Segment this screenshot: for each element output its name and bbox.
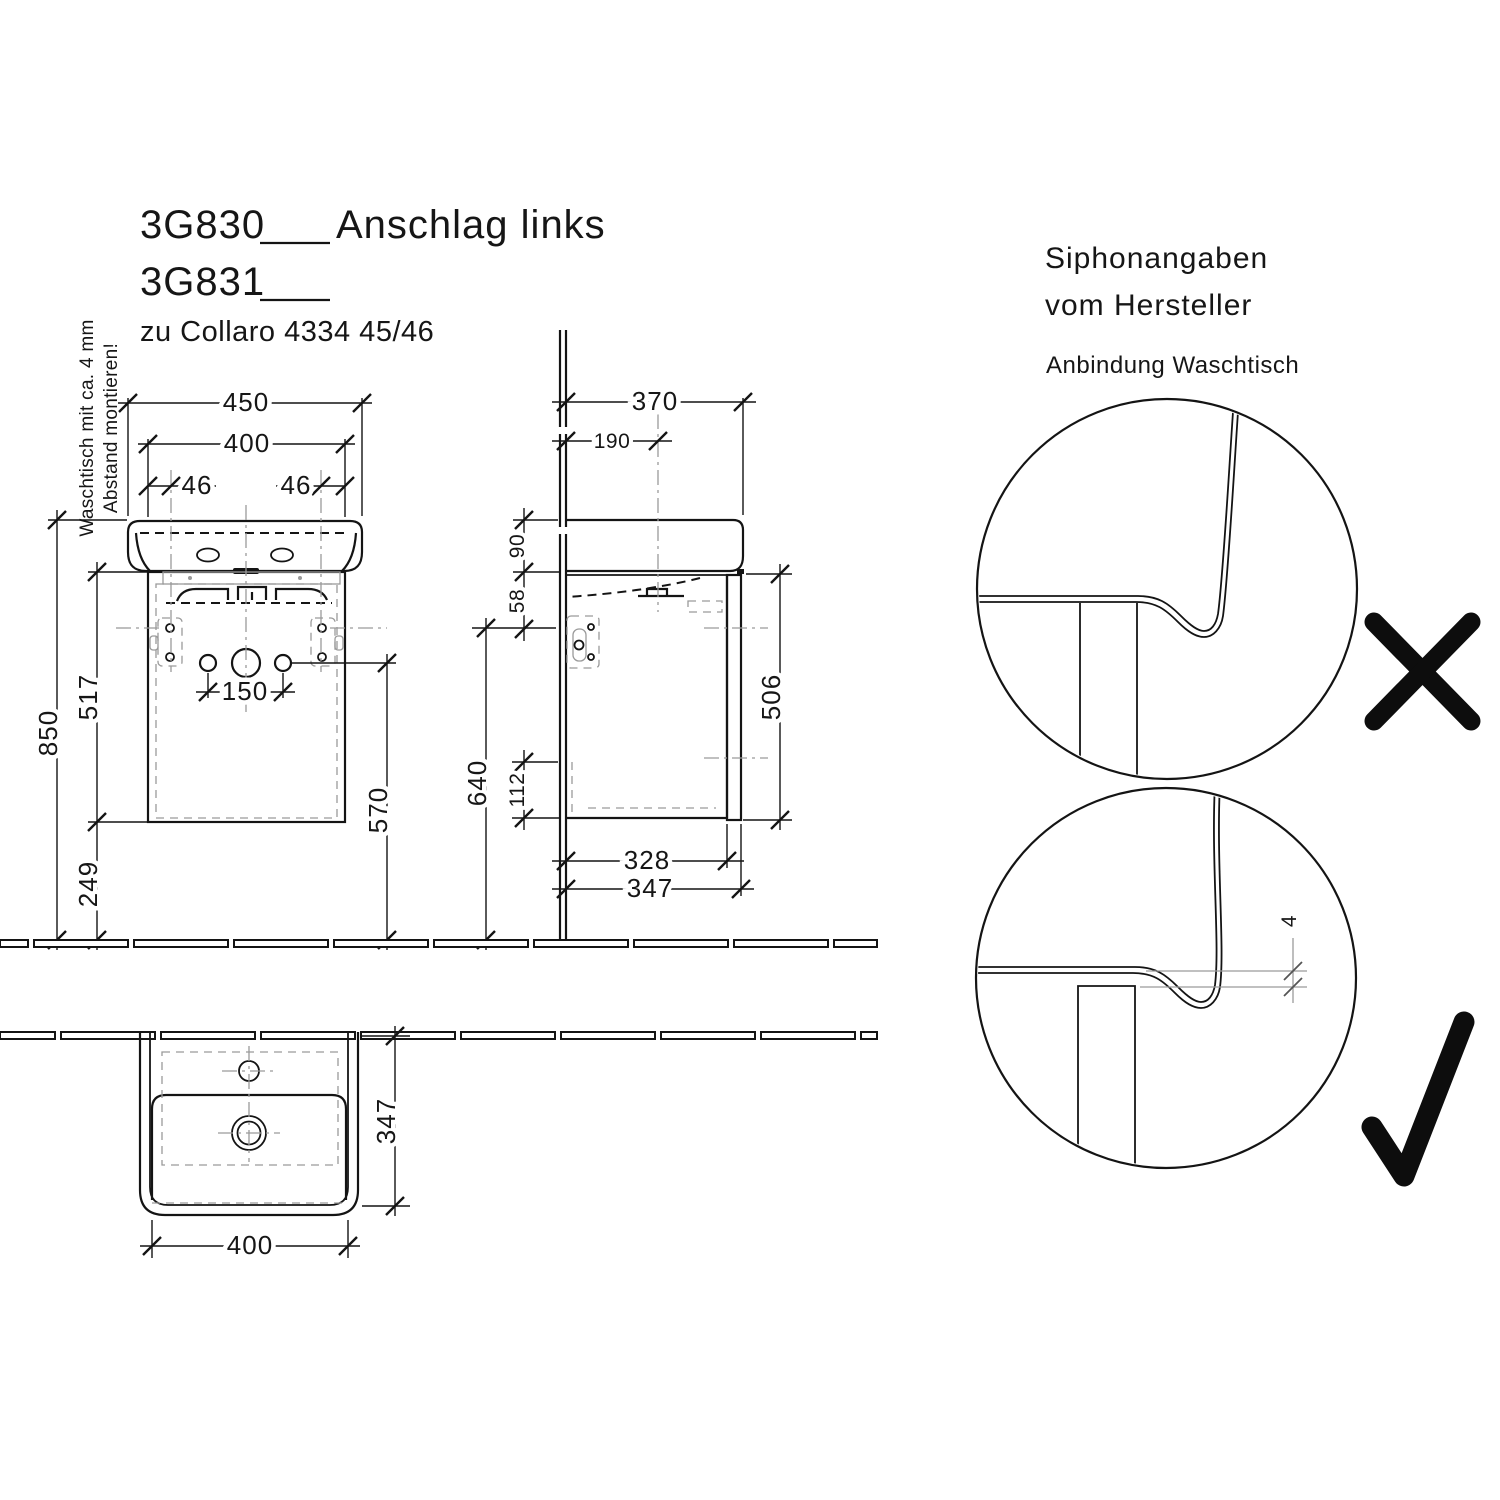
compatibility-label: zu Collaro 4334 45/46 — [140, 316, 435, 348]
dim-total-height: 850 — [33, 709, 63, 757]
check-icon — [1372, 1022, 1464, 1176]
dim-hinge-offset: 58 — [506, 588, 529, 614]
siphon-pipe-with-gap — [1078, 986, 1135, 1170]
model-code-right: 3G831 — [140, 260, 266, 304]
dim-tap-hole-depth: 190 — [593, 430, 631, 453]
dim-bracket-offset-right: 46 — [280, 470, 312, 500]
mounting-note — [77, 319, 122, 536]
dim-mounting-height: 640 — [462, 759, 492, 807]
top-dimension-lines — [140, 1026, 410, 1258]
dim-floor-clearance: 249 — [73, 860, 103, 908]
siphon-heading-line2: vom Hersteller — [1045, 289, 1253, 322]
fixing-hole-left — [200, 655, 216, 671]
hidden-drain-line — [566, 578, 700, 597]
dim-tap-hole-spacing: 150 — [221, 676, 269, 706]
dim-tap-hole-height: 570 — [363, 786, 393, 834]
mounting-note-line1: Waschtisch mit ca. 4 mm — [77, 319, 98, 537]
side-view — [462, 330, 792, 950]
wall-line-top-view — [0, 1032, 877, 1039]
dim-door-height: 506 — [756, 673, 786, 721]
clearance-dimension — [1140, 915, 1307, 1003]
washbasin-side-outline — [566, 520, 743, 571]
dim-total-depth: 347 — [626, 873, 674, 903]
dim-basin-width: 450 — [222, 387, 270, 417]
overflow-hole-right — [271, 549, 293, 562]
title-block — [140, 203, 606, 348]
variant-left-label: Anschlag links — [336, 203, 606, 247]
dim-cabinet-height: 517 — [73, 673, 103, 721]
mounting-note-line2: Abstand montieren! — [101, 342, 122, 514]
dim-basin-front-height: 90 — [506, 533, 529, 559]
wall-line-side — [560, 330, 566, 940]
model-code-left: 3G830 — [140, 203, 266, 247]
deck-bracket — [638, 589, 684, 596]
dim-body-depth: 328 — [623, 845, 671, 875]
washbasin-front-outline — [128, 521, 362, 571]
floor-line — [0, 940, 877, 947]
dim-basin-depth: 370 — [631, 386, 679, 416]
siphon-subheading: Anbindung Waschtisch — [1046, 352, 1300, 379]
mounting-bracket-left — [150, 618, 182, 666]
dim-top-basin-width: 400 — [226, 1230, 274, 1260]
dim-clearance: 4 — [1278, 914, 1301, 928]
mounting-bracket-right — [311, 618, 343, 666]
dim-cabinet-width: 400 — [223, 428, 271, 458]
door-front-panel — [727, 575, 741, 820]
wall-bracket-side — [567, 616, 599, 668]
basin-underside-right — [276, 589, 327, 600]
fixing-hole-right — [275, 655, 291, 671]
detail-circle-correct — [975, 783, 1356, 1170]
top-view — [140, 1026, 410, 1260]
detail-circle-wrong — [977, 399, 1357, 790]
overflow-hole-left — [197, 549, 219, 562]
basin-siphon-curve — [975, 783, 1217, 1002]
dim-bottom-offset: 112 — [506, 772, 529, 808]
dim-top-basin-depth: 347 — [371, 1097, 401, 1145]
trap-cover — [238, 587, 266, 600]
cross-icon — [1374, 622, 1471, 721]
dim-bracket-offset-left: 46 — [181, 470, 213, 500]
hidden-cabinet-top-view — [162, 1052, 338, 1165]
basin-underside-left — [177, 589, 228, 601]
basin-siphon-curve — [978, 412, 1233, 631]
siphon-info-panel — [975, 242, 1471, 1176]
siphon-heading-line1: Siphonangaben — [1045, 242, 1269, 275]
